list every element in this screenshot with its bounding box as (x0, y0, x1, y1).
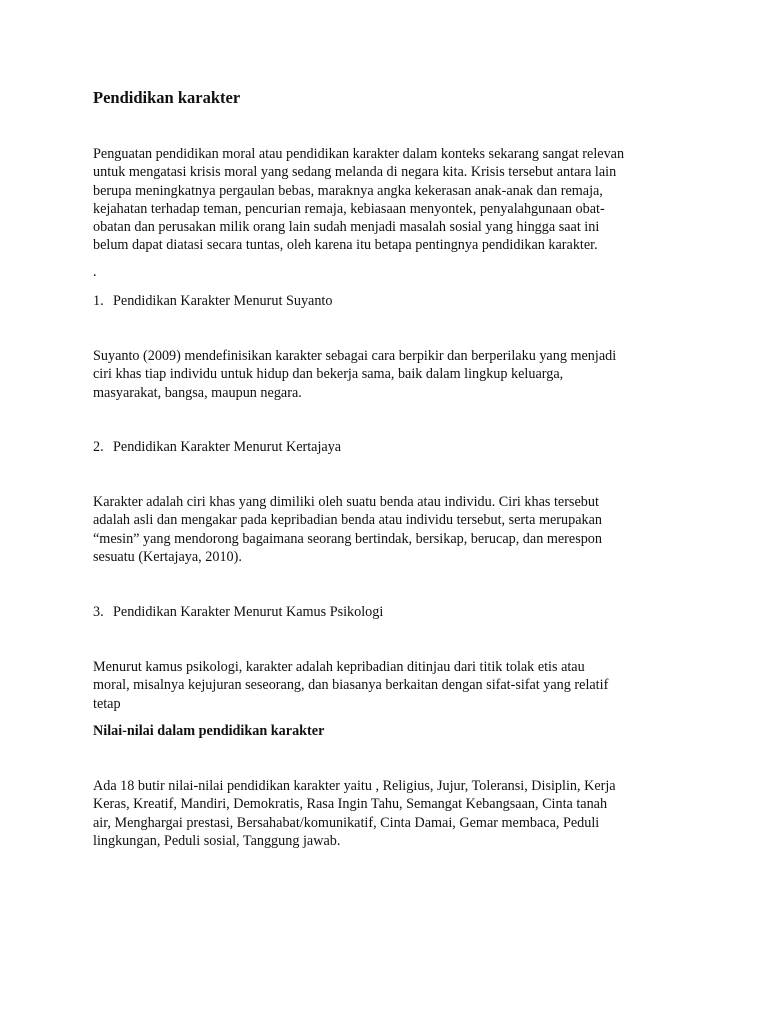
paragraph-line: masyarakat, bangsa, maupun negara. (93, 384, 302, 401)
paragraph-line: kejahatan terhadap teman, pencurian remaja, kebiasaan menyontek, penyalahgunaan obat- (93, 200, 605, 217)
paragraph-line: Penguatan pendidikan moral atau pendidikan karakter dalam konteks sekarang sangat relevan (93, 146, 625, 162)
paragraph-line: Suyanto (2009) mendefinisikan karakter sebagai cara berpikir dan berperilaku yang menjadi (93, 348, 617, 364)
paragraph-line: untuk mengatasi krisis moral yang sedang melanda di negara kita. Krisis tersebut antara lain (93, 164, 617, 181)
paragraph-line: belum dapat diatasi secara tuntas, oleh karena itu betapa pentingnya pendidikan karakter. (93, 237, 598, 254)
section-heading-text: Pendidikan Karakter Menurut Kamus Psikologi (113, 604, 384, 620)
paragraph-line: Karakter adalah ciri khas yang dimiliki oleh suatu benda atau individu. Ciri khas tersebut (93, 494, 599, 510)
paragraph-line: air, Menghargai prestasi, Bersahabat/komunikatif, Cinta Damai, Gemar membaca, Peduli (93, 814, 600, 831)
section-heading-1 (93, 292, 678, 310)
intro-paragraph (93, 145, 678, 255)
paragraph-line: berupa meningkatnya pergaulan bebas, maraknya angka kekerasan anak-anak dan remaja, (93, 182, 603, 199)
section-number: 1. (93, 293, 104, 309)
values-title: Nilai-nilai dalam pendidikan karakter (93, 723, 325, 739)
paragraph-line: Menurut kamus psikologi, karakter adalah kepribadian ditinjau dari titik tolak etis atau (93, 659, 585, 675)
paragraph-line: moral, misalnya kejujuran seseorang, dan biasanya berkaitan dengan sifat-sifat yang relatif (93, 677, 609, 694)
paragraph-line: Ada 18 butir nilai-nilai pendidikan karakter yaitu , Religius, Jujur, Toleransi, Disiplin, Kerja (93, 778, 616, 794)
paragraph-line: obatan dan perusakan milik orang lain sudah menjadi masalah sosial yang hingga saat ini (93, 219, 600, 236)
paragraph-line: sesuatu (Kertajaya, 2010). (93, 548, 242, 565)
paragraph-line: lingkungan, Peduli sosial, Tanggung jawab. (93, 832, 341, 849)
section-heading-3 (93, 603, 678, 621)
section-heading-text: Pendidikan Karakter Menurut Suyanto (113, 293, 333, 309)
paragraph-line: “mesin” yang mendorong bagaimana seorang bertindak, bersikap, berucap, dan merespon (93, 530, 602, 547)
section-heading-text: Pendidikan Karakter Menurut Kertajaya (113, 439, 342, 455)
paragraph-line: tetap (93, 695, 121, 712)
page-title: Pendidikan karakter (93, 88, 241, 107)
values-paragraph (93, 777, 678, 850)
paragraph-line: adalah asli dan mengakar pada kepribadian benda atau individu tersebut, serta merupakan (93, 512, 602, 529)
section-number: 3. (93, 604, 104, 620)
section-paragraph-3 (93, 658, 678, 713)
paragraph-line: Keras, Kreatif, Mandiri, Demokratis, Rasa Ingin Tahu, Semangat Kebangsaan, Cinta tanah (93, 796, 608, 813)
section-paragraph-2 (93, 493, 678, 566)
section-paragraph-1 (93, 347, 678, 402)
separator-dot: . (93, 264, 97, 280)
section-number: 2. (93, 439, 104, 455)
section-heading-2 (93, 438, 678, 456)
paragraph-line: ciri khas tiap individu untuk hidup dan bekerja sama, baik dalam lingkup keluarga, (93, 366, 564, 383)
